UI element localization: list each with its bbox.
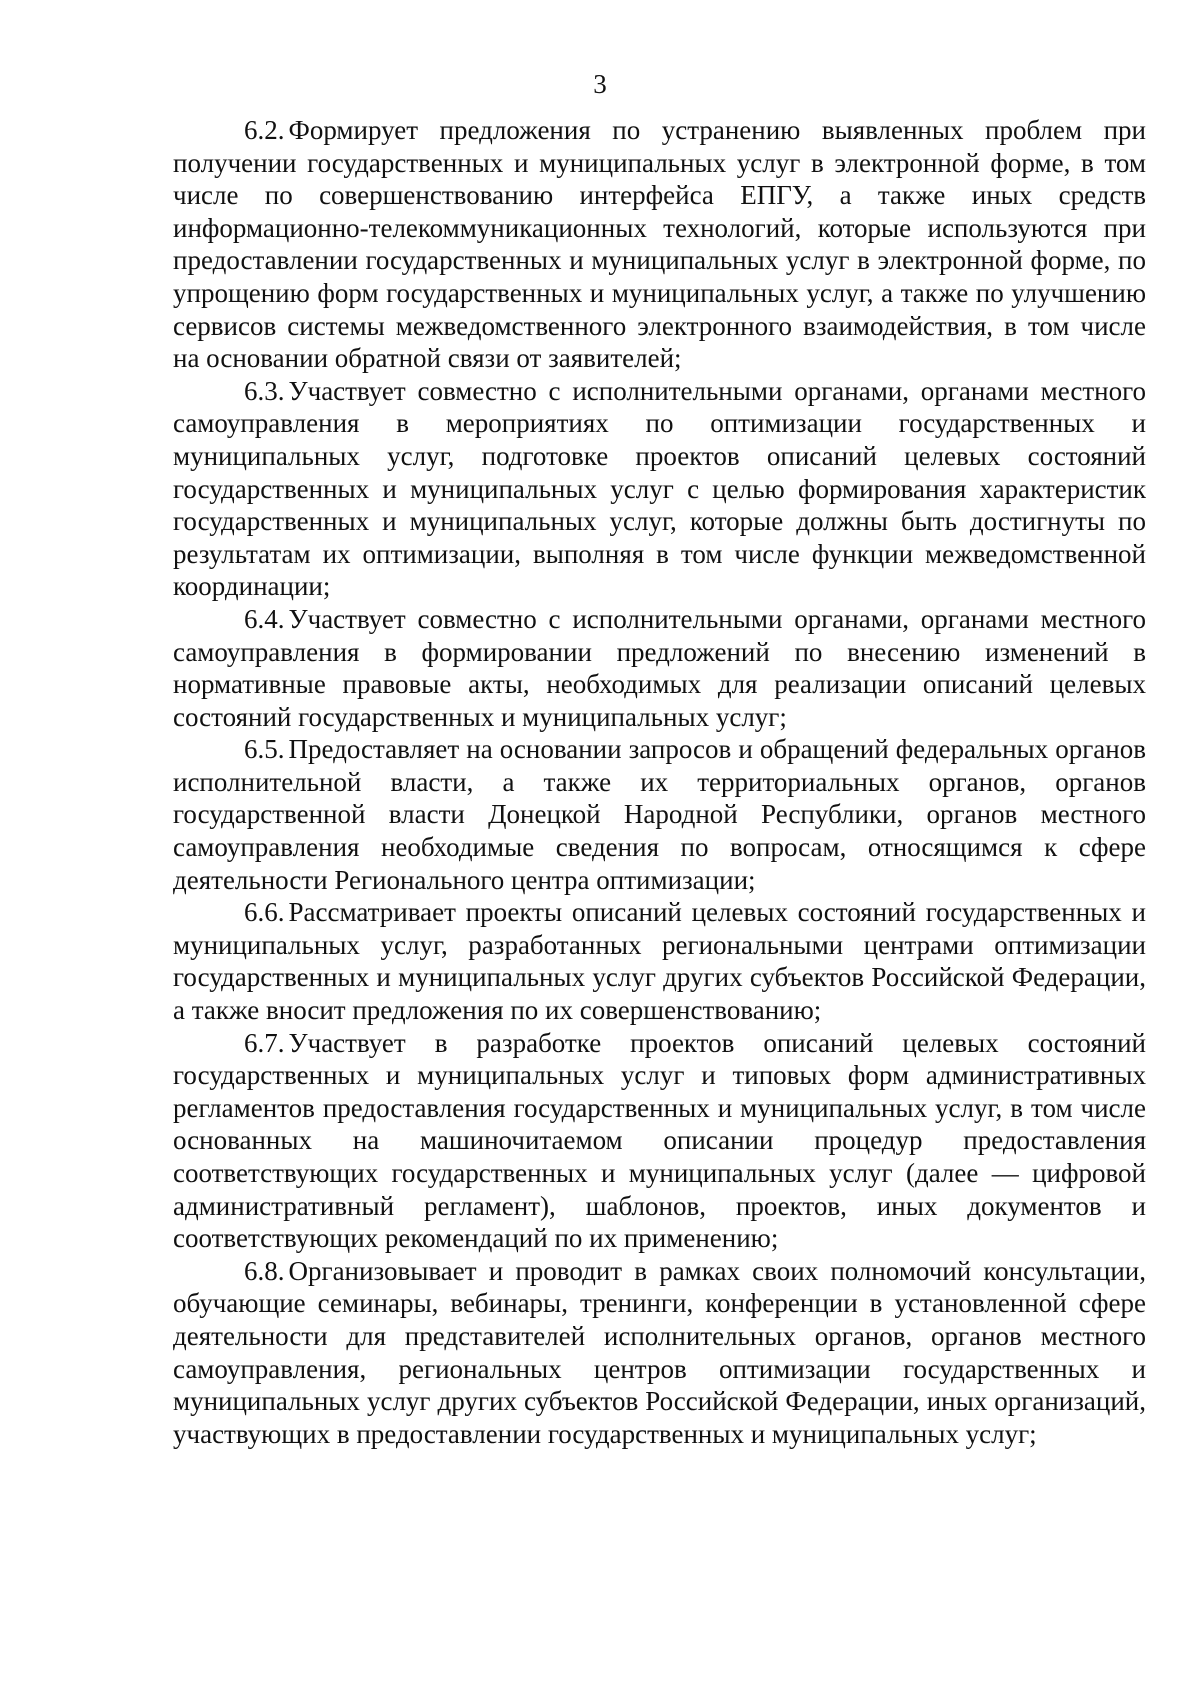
paragraph-number: 6.7. (244, 1027, 285, 1058)
paragraph-text: Предоставляет на основании запросов и обращений федеральных органов исполнительной власти, а также их территориальных органов, органов государственной власти Донецкой Народной Республики, органов местного самоуправления необходимые сведения по вопросам, относящимся к сфере деятельности Регионального центра оптимизации; (173, 734, 1146, 895)
paragraph-number: 6.8. (244, 1255, 285, 1286)
paragraph-text: Участвует совместно с исполнительными органами, органами местного самоуправления в мероприятиях по оптимизации государственных и муниципальных услуг, подготовке проектов описаний целевых состояний государственных и муниципальных услуг с целью формирования характеристик государственных и муниципальных услуг, которые должны быть достигнуты по результатам их оптимизации, выполняя в том числе функции межведомственной координации; (173, 375, 1146, 602)
paragraph-number: 6.3. (244, 375, 285, 406)
paragraph-6-7 (173, 1027, 1146, 1255)
paragraph-number: 6.6. (244, 897, 285, 928)
paragraph-6-4 (173, 603, 1146, 733)
paragraph-6-8 (173, 1255, 1146, 1451)
paragraph-text: Формирует предложения по устранению выявленных проблем при получении государственных и муниципальных услуг в электронной форме, в том числе по совершенствованию интерфейса ЕПГУ, а также иных средств информационно-телекоммуникационных технологий, которые используются при предоставлении государственных и муниципальных услуг в электронной форме, по упрощению форм государственных и муниципальных услуг, а также по улучшению сервисов системы межведомственного электронного взаимодействия, в том числе на основании обратной связи от заявителей; (173, 115, 1146, 374)
paragraph-text: Участвует совместно с исполнительными органами, органами местного самоуправления в формировании предложений по внесению изменений в нормативные правовые акты, необходимых для реализации описаний целевых состояний государственных и муниципальных услуг; (173, 603, 1146, 732)
paragraph-6-3 (173, 375, 1146, 603)
page-number: 3 (593, 69, 607, 99)
paragraph-6-2 (173, 114, 1146, 375)
paragraph-number: 6.5. (244, 734, 285, 765)
paragraph-text: Рассматривает проекты описаний целевых состояний государственных и муниципальных услуг, разработанных региональными центрами оптимизации государственных и муниципальных услуг других субъектов Российской Федерации, а также вносит предложения по их совершенствованию; (173, 897, 1146, 1026)
paragraph-text: Участвует в разработке проектов описаний целевых состояний государственных и муниципальных услуг и типовых форм административных регламентов предоставления государственных и муниципальных услуг, в том числе основанных на машиночитаемом описании процедур предоставления соответствующих государственных и муниципальных услуг (далее — цифровой административный регламент), шаблонов, проектов, иных документов и соответствующих рекомендаций по их применению; (173, 1027, 1146, 1254)
paragraph-text: Организовывает и проводит в рамках своих полномочий консультации, обучающие семинары, вебинары, тренинги, конференции в установленной сфере деятельности для представителей исполнительных органов, органов местного самоуправления, региональных центров оптимизации государственных и муниципальных услуг других субъектов Российской Федерации, иных организаций, участвующих в предоставлении государственных и муниципальных услуг; (173, 1255, 1146, 1449)
paragraph-6-6 (173, 896, 1146, 1026)
paragraph-6-5 (173, 733, 1146, 896)
paragraph-number: 6.2. (244, 115, 285, 145)
paragraph-number: 6.4. (244, 603, 285, 634)
document-body (173, 114, 1146, 1450)
